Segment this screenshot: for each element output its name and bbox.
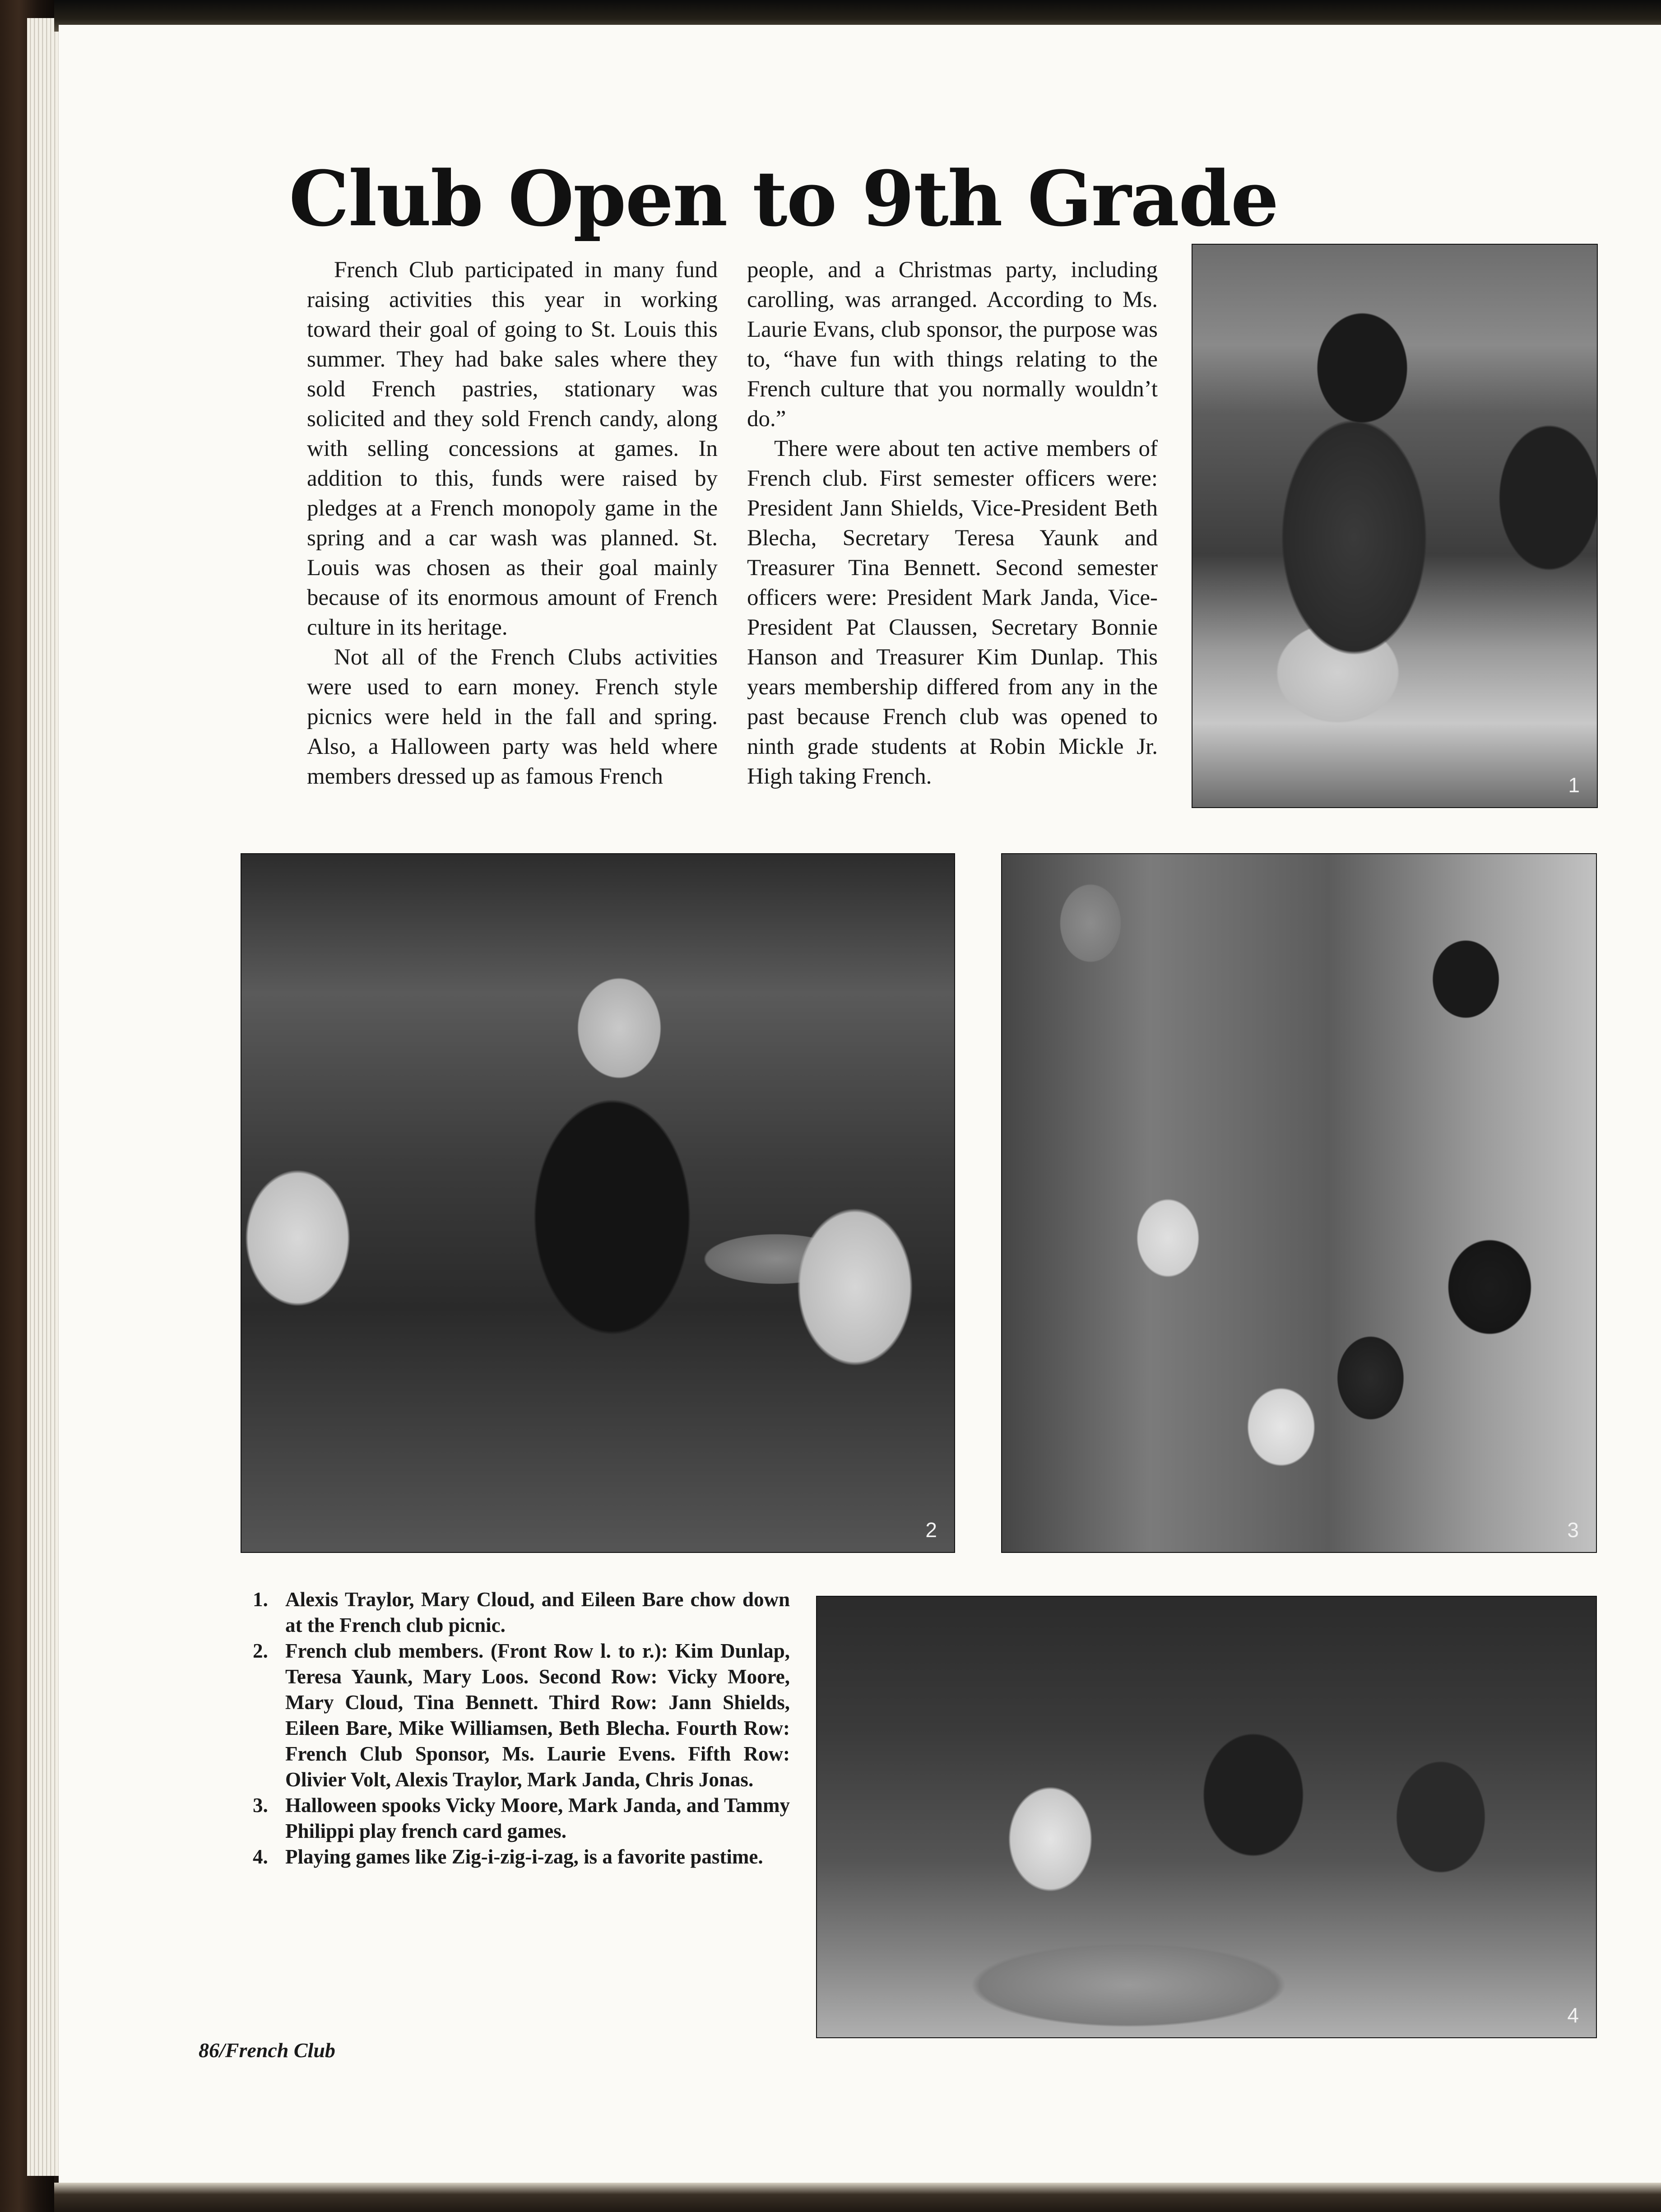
caption-text: Alexis Traylor, Mary Cloud, and Eileen Bare chow down at the French club picnic. (285, 1588, 790, 1636)
article-column-2 (747, 255, 1158, 791)
photo-number: 4 (1567, 2003, 1579, 2027)
photo-number: 2 (925, 1518, 937, 1542)
photo-group-members (1001, 853, 1597, 1553)
photo-outdoor-game (816, 1596, 1597, 2038)
article-paragraph: French Club participated in many fund raising activities this year in working toward their goal of going to St. Louis this summer. They had bake sales where they sold French pastries, stationary was solicited and they sold French candy, along with selling concessions at games. In addition to this, funds were raised by pledges at a French monopoly game in the spring and a car wash was planned. St. Louis was chosen as their goal mainly because of its enormous amount of French culture in its heritage. (307, 257, 718, 640)
article-column-1 (307, 255, 718, 791)
caption-text: French club members. (Front Row l. to r.): Kim Dunlap, Teresa Yaunk, Mary Loos. Second Row: Vicky Moore, Mary Cloud, Tina Bennett. Third Row: Jann Shields, Eileen Bare, Mike Williamsen, Beth Blecha. Fourth Row: French Club Sponsor, Ms. Laurie Evens. Fifth Row: Olivier Volt, Alexis Traylor, Mark Janda, Chris Jonas. (285, 1640, 790, 1791)
caption-item (253, 1638, 790, 1793)
photo-number: 1 (1568, 773, 1580, 797)
caption-item (253, 1844, 790, 1870)
caption-number: 3. (253, 1794, 268, 1817)
caption-number: 4. (253, 1845, 268, 1868)
caption-text: Playing games like Zig-i-zig-i-zag, is a favorite pastime. (285, 1845, 763, 1868)
page-title: Club Open to 9th Grade (289, 154, 1278, 243)
caption-number: 1. (253, 1588, 268, 1611)
article-paragraph: people, and a Christmas party, including carolling, was arranged. According to Ms. Laurie Evans, club sponsor, the purpose was to, “have fun with things relating to the French culture that you normally wouldn’t do.” (747, 257, 1158, 432)
caption-text: Halloween spooks Vicky Moore, Mark Janda, and Tammy Philippi play french card games. (285, 1794, 790, 1842)
photo-number: 3 (1567, 1518, 1579, 1542)
caption-item (253, 1793, 790, 1844)
photo-card-game (241, 853, 955, 1553)
photo-picnic (1192, 244, 1598, 808)
scan-bottom-border (54, 2183, 1661, 2212)
caption-number: 2. (253, 1640, 268, 1662)
photo-captions (253, 1587, 790, 1870)
page-stack-edge (27, 18, 59, 2176)
caption-item (253, 1587, 790, 1638)
page-folio: 86/French Club (199, 2039, 335, 2062)
article-paragraph: There were about ten active members of French club. First semester officers were: President Jann Shields, Vice-President Beth Blecha, Secretary Teresa Yaunk and Treasurer Tina Bennett. Second semester officers were: President Mark Janda, Vice-President Pat Claussen, Secretary Bonnie Hanson and Treasurer Kim Dunlap. This years membership differed from any in the past because French club was opened to ninth grade students at Robin Mickle Jr. High taking French. (747, 436, 1158, 789)
article-paragraph: Not all of the French Clubs activities were used to earn money. French style picnics were held in the fall and spring. Also, a Halloween party was held where members dressed up as famous French (307, 645, 718, 789)
